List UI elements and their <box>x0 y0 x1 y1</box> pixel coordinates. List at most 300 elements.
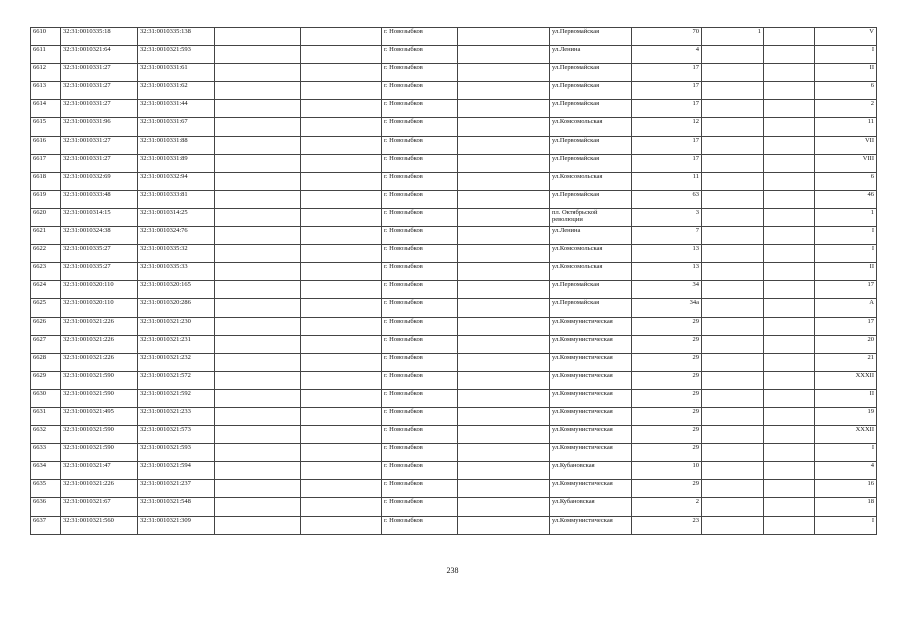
cell-locality: г. Новозыбков <box>382 190 458 208</box>
cell-object-cadastral-number: 32:31:0010321:572 <box>138 371 215 389</box>
cell-locality: г. Новозыбков <box>382 281 458 299</box>
cell-col-7 <box>458 245 550 263</box>
cell-row-number: 6624 <box>31 281 61 299</box>
cell-row-number: 6610 <box>31 28 61 46</box>
cell-row-number: 6623 <box>31 263 61 281</box>
table-row <box>31 245 877 263</box>
table-row <box>31 227 877 245</box>
cell-locality: г. Новозыбков <box>382 136 458 154</box>
cell-street: ул.Ленина <box>550 46 632 64</box>
cell-row-number: 6635 <box>31 480 61 498</box>
cell-object-cadastral-number: 32:31:0010324:76 <box>138 227 215 245</box>
cell-land-cadastral-number: 32:31:0010321:226 <box>61 317 138 335</box>
cell-col-11 <box>764 172 815 190</box>
table-row <box>31 407 877 425</box>
cell-apartment: 18 <box>815 498 877 516</box>
cell-col-7 <box>458 28 550 46</box>
cell-building <box>702 190 764 208</box>
cell-house-number: 13 <box>632 263 702 281</box>
cell-land-cadastral-number: 32:31:0010321:590 <box>61 371 138 389</box>
cell-row-number: 6626 <box>31 317 61 335</box>
cell-land-cadastral-number: 32:31:0010335:18 <box>61 28 138 46</box>
cell-house-number: 70 <box>632 28 702 46</box>
cell-object-cadastral-number: 32:31:0010321:593 <box>138 46 215 64</box>
cell-land-cadastral-number: 32:31:0010331:27 <box>61 64 138 82</box>
cell-col-7 <box>458 317 550 335</box>
cell-col-4 <box>215 28 301 46</box>
cell-house-number: 17 <box>632 136 702 154</box>
cell-col-11 <box>764 335 815 353</box>
cell-object-cadastral-number: 32:31:0010335:32 <box>138 245 215 263</box>
cell-col-7 <box>458 462 550 480</box>
cell-locality: г. Новозыбков <box>382 263 458 281</box>
cell-object-cadastral-number: 32:31:0010321:232 <box>138 353 215 371</box>
cell-street: ул.Коммунистическая <box>550 426 632 444</box>
cell-object-cadastral-number: 32:31:0010332:94 <box>138 172 215 190</box>
cell-locality: г. Новозыбков <box>382 64 458 82</box>
table-row <box>31 263 877 281</box>
cell-house-number: 29 <box>632 426 702 444</box>
cell-land-cadastral-number: 32:31:0010314:15 <box>61 208 138 226</box>
cell-col-4 <box>215 118 301 136</box>
cell-locality: г. Новозыбков <box>382 299 458 317</box>
cell-building <box>702 136 764 154</box>
cell-col-5 <box>301 462 382 480</box>
cell-col-4 <box>215 245 301 263</box>
cell-locality: г. Новозыбков <box>382 498 458 516</box>
cell-building <box>702 100 764 118</box>
cell-col-7 <box>458 190 550 208</box>
cell-col-7 <box>458 299 550 317</box>
cell-col-5 <box>301 263 382 281</box>
cell-col-5 <box>301 335 382 353</box>
cell-row-number: 6636 <box>31 498 61 516</box>
cell-col-7 <box>458 407 550 425</box>
cell-land-cadastral-number: 32:31:0010321:64 <box>61 46 138 64</box>
cell-col-5 <box>301 208 382 226</box>
cell-street: ул.Ленина <box>550 227 632 245</box>
cell-locality: г. Новозыбков <box>382 516 458 534</box>
cell-house-number: 29 <box>632 444 702 462</box>
cell-locality: г. Новозыбков <box>382 227 458 245</box>
cell-col-7 <box>458 498 550 516</box>
cell-locality: г. Новозыбков <box>382 28 458 46</box>
cell-col-7 <box>458 118 550 136</box>
cell-locality: г. Новозыбков <box>382 371 458 389</box>
cell-building <box>702 498 764 516</box>
cell-building <box>702 480 764 498</box>
cell-street: ул.Коммунистическая <box>550 444 632 462</box>
cell-row-number: 6633 <box>31 444 61 462</box>
cell-object-cadastral-number: 32:31:0010314:25 <box>138 208 215 226</box>
cell-col-11 <box>764 299 815 317</box>
table-row <box>31 100 877 118</box>
cell-col-5 <box>301 100 382 118</box>
cell-apartment: 1 <box>815 208 877 226</box>
cell-house-number: 13 <box>632 245 702 263</box>
cell-row-number: 6611 <box>31 46 61 64</box>
cell-col-7 <box>458 281 550 299</box>
cell-land-cadastral-number: 32:31:0010331:27 <box>61 100 138 118</box>
table-row <box>31 46 877 64</box>
cell-row-number: 6616 <box>31 136 61 154</box>
cell-land-cadastral-number: 32:31:0010321:226 <box>61 335 138 353</box>
cell-col-4 <box>215 263 301 281</box>
cell-col-11 <box>764 389 815 407</box>
cell-object-cadastral-number: 32:31:0010331:89 <box>138 154 215 172</box>
cell-land-cadastral-number: 32:31:0010321:590 <box>61 389 138 407</box>
cell-col-7 <box>458 353 550 371</box>
cell-land-cadastral-number: 32:31:0010321:590 <box>61 444 138 462</box>
cell-street: ул.Коммунистическая <box>550 389 632 407</box>
cell-col-5 <box>301 46 382 64</box>
cell-apartment: 19 <box>815 407 877 425</box>
cell-col-4 <box>215 444 301 462</box>
cell-street: ул.Коммунистическая <box>550 371 632 389</box>
table-row <box>31 516 877 534</box>
cell-col-5 <box>301 245 382 263</box>
cell-apartment: II <box>815 389 877 407</box>
cell-apartment: 20 <box>815 335 877 353</box>
cell-apartment: VII <box>815 136 877 154</box>
cell-col-11 <box>764 154 815 172</box>
cell-col-7 <box>458 263 550 281</box>
cell-land-cadastral-number: 32:31:0010321:560 <box>61 516 138 534</box>
cell-col-4 <box>215 46 301 64</box>
cell-house-number: 29 <box>632 371 702 389</box>
cell-apartment: 6 <box>815 82 877 100</box>
cell-col-11 <box>764 28 815 46</box>
table-row <box>31 498 877 516</box>
cell-house-number: 3 <box>632 208 702 226</box>
cell-col-4 <box>215 208 301 226</box>
cell-street: ул.Первомайская <box>550 299 632 317</box>
cell-col-11 <box>764 516 815 534</box>
cell-object-cadastral-number: 32:31:0010335:33 <box>138 263 215 281</box>
cell-object-cadastral-number: 32:31:0010321:594 <box>138 462 215 480</box>
cell-building: 1 <box>702 28 764 46</box>
cell-col-5 <box>301 82 382 100</box>
cell-col-11 <box>764 190 815 208</box>
cell-apartment: II <box>815 263 877 281</box>
cell-col-11 <box>764 498 815 516</box>
cell-house-number: 7 <box>632 227 702 245</box>
table-row <box>31 299 877 317</box>
cell-col-5 <box>301 444 382 462</box>
cell-col-5 <box>301 371 382 389</box>
cell-land-cadastral-number: 32:31:0010332:69 <box>61 172 138 190</box>
cell-col-5 <box>301 136 382 154</box>
cell-street: ул.Коммунистическая <box>550 407 632 425</box>
cell-street: ул.Коммунистическая <box>550 335 632 353</box>
cell-object-cadastral-number: 32:31:0010321:233 <box>138 407 215 425</box>
cell-row-number: 6622 <box>31 245 61 263</box>
cell-col-5 <box>301 64 382 82</box>
cell-locality: г. Новозыбков <box>382 100 458 118</box>
cell-row-number: 6614 <box>31 100 61 118</box>
table-row <box>31 335 877 353</box>
cell-col-7 <box>458 444 550 462</box>
cell-house-number: 11 <box>632 172 702 190</box>
cell-col-4 <box>215 516 301 534</box>
table-row <box>31 118 877 136</box>
cell-col-4 <box>215 82 301 100</box>
table-row <box>31 281 877 299</box>
cell-building <box>702 118 764 136</box>
cell-house-number: 63 <box>632 190 702 208</box>
cell-col-4 <box>215 353 301 371</box>
cell-locality: г. Новозыбков <box>382 335 458 353</box>
cell-col-4 <box>215 462 301 480</box>
cell-street: ул.Кубановская <box>550 498 632 516</box>
cell-col-7 <box>458 64 550 82</box>
cell-object-cadastral-number: 32:31:0010331:62 <box>138 82 215 100</box>
cell-object-cadastral-number: 32:31:0010331:61 <box>138 64 215 82</box>
cell-col-5 <box>301 426 382 444</box>
cell-col-7 <box>458 335 550 353</box>
cell-street: пл. Октябрьской революции <box>550 208 632 226</box>
cell-building <box>702 82 764 100</box>
cell-col-4 <box>215 281 301 299</box>
cell-object-cadastral-number: 32:31:0010321:592 <box>138 389 215 407</box>
cell-locality: г. Новозыбков <box>382 407 458 425</box>
cell-house-number: 4 <box>632 46 702 64</box>
cell-col-4 <box>215 190 301 208</box>
cell-building <box>702 462 764 480</box>
cell-building <box>702 46 764 64</box>
cell-object-cadastral-number: 32:31:0010321:237 <box>138 480 215 498</box>
cell-land-cadastral-number: 32:31:0010331:27 <box>61 154 138 172</box>
cell-building <box>702 516 764 534</box>
table-row <box>31 317 877 335</box>
cell-land-cadastral-number: 32:31:0010331:27 <box>61 136 138 154</box>
table-row <box>31 154 877 172</box>
cell-row-number: 6618 <box>31 172 61 190</box>
cell-building <box>702 64 764 82</box>
cell-col-5 <box>301 389 382 407</box>
cell-street: ул.Комсомольская <box>550 263 632 281</box>
cell-col-11 <box>764 444 815 462</box>
cell-land-cadastral-number: 32:31:0010333:48 <box>61 190 138 208</box>
cell-building <box>702 227 764 245</box>
cell-street: ул.Первомайская <box>550 82 632 100</box>
cell-building <box>702 353 764 371</box>
cell-col-7 <box>458 100 550 118</box>
table-row <box>31 136 877 154</box>
cell-locality: г. Новозыбков <box>382 389 458 407</box>
cell-col-11 <box>764 118 815 136</box>
cell-apartment: 17 <box>815 317 877 335</box>
cell-col-7 <box>458 154 550 172</box>
cell-row-number: 6620 <box>31 208 61 226</box>
table-row <box>31 28 877 46</box>
cell-land-cadastral-number: 32:31:0010335:27 <box>61 263 138 281</box>
cell-house-number: 29 <box>632 389 702 407</box>
cell-land-cadastral-number: 32:31:0010321:590 <box>61 426 138 444</box>
cell-land-cadastral-number: 32:31:0010324:38 <box>61 227 138 245</box>
cell-col-11 <box>764 208 815 226</box>
cell-col-5 <box>301 498 382 516</box>
cell-building <box>702 245 764 263</box>
cell-locality: г. Новозыбков <box>382 444 458 462</box>
cell-col-11 <box>764 426 815 444</box>
table-row <box>31 82 877 100</box>
table-row <box>31 371 877 389</box>
cell-building <box>702 263 764 281</box>
cell-house-number: 17 <box>632 154 702 172</box>
cell-apartment: I <box>815 444 877 462</box>
cell-col-5 <box>301 353 382 371</box>
cell-apartment: 21 <box>815 353 877 371</box>
cell-building <box>702 317 764 335</box>
cell-col-5 <box>301 227 382 245</box>
table-row <box>31 480 877 498</box>
cell-col-11 <box>764 281 815 299</box>
cell-street: ул.Коммунистическая <box>550 353 632 371</box>
cell-col-5 <box>301 407 382 425</box>
cell-building <box>702 281 764 299</box>
cell-building <box>702 407 764 425</box>
cell-house-number: 10 <box>632 462 702 480</box>
table-body <box>31 28 877 535</box>
cell-street: ул.Первомайская <box>550 136 632 154</box>
cell-row-number: 6634 <box>31 462 61 480</box>
cell-col-11 <box>764 100 815 118</box>
cell-land-cadastral-number: 32:31:0010321:226 <box>61 480 138 498</box>
page-number: 238 <box>446 566 459 575</box>
cell-col-5 <box>301 480 382 498</box>
table-row <box>31 172 877 190</box>
cell-col-7 <box>458 516 550 534</box>
cell-col-11 <box>764 46 815 64</box>
cell-street: ул.Кубановская <box>550 462 632 480</box>
cell-building <box>702 172 764 190</box>
cell-object-cadastral-number: 32:31:0010333:81 <box>138 190 215 208</box>
cell-col-11 <box>764 64 815 82</box>
cell-col-7 <box>458 208 550 226</box>
cell-street: ул.Комсомольская <box>550 118 632 136</box>
cell-land-cadastral-number: 32:31:0010321:67 <box>61 498 138 516</box>
cell-locality: г. Новозыбков <box>382 317 458 335</box>
cell-land-cadastral-number: 32:31:0010320:110 <box>61 299 138 317</box>
cell-house-number: 29 <box>632 480 702 498</box>
cell-house-number: 29 <box>632 317 702 335</box>
cell-apartment: I <box>815 245 877 263</box>
cell-building <box>702 299 764 317</box>
cell-locality: г. Новозыбков <box>382 82 458 100</box>
cell-locality: г. Новозыбков <box>382 426 458 444</box>
cell-col-11 <box>764 480 815 498</box>
cell-house-number: 17 <box>632 64 702 82</box>
cell-row-number: 6628 <box>31 353 61 371</box>
cell-locality: г. Новозыбков <box>382 208 458 226</box>
register-table <box>30 27 877 535</box>
cell-col-4 <box>215 371 301 389</box>
cell-col-7 <box>458 227 550 245</box>
cell-row-number: 6630 <box>31 389 61 407</box>
cell-col-5 <box>301 317 382 335</box>
cell-locality: г. Новозыбков <box>382 462 458 480</box>
cell-land-cadastral-number: 32:31:0010335:27 <box>61 245 138 263</box>
cell-col-7 <box>458 82 550 100</box>
cell-row-number: 6617 <box>31 154 61 172</box>
cell-apartment: I <box>815 516 877 534</box>
cell-street: ул.Первомайская <box>550 64 632 82</box>
cell-locality: г. Новозыбков <box>382 480 458 498</box>
cell-col-4 <box>215 299 301 317</box>
cell-apartment: А <box>815 299 877 317</box>
cell-col-11 <box>764 407 815 425</box>
cell-col-7 <box>458 389 550 407</box>
table-row <box>31 389 877 407</box>
cell-apartment: 46 <box>815 190 877 208</box>
cell-col-4 <box>215 136 301 154</box>
cell-building <box>702 154 764 172</box>
cell-col-7 <box>458 371 550 389</box>
cell-col-11 <box>764 263 815 281</box>
cell-land-cadastral-number: 32:31:0010321:226 <box>61 353 138 371</box>
cell-object-cadastral-number: 32:31:0010321:231 <box>138 335 215 353</box>
cell-street: ул.Комсомольская <box>550 172 632 190</box>
cell-row-number: 6627 <box>31 335 61 353</box>
cell-col-4 <box>215 100 301 118</box>
cell-col-5 <box>301 118 382 136</box>
cell-col-4 <box>215 335 301 353</box>
cell-house-number: 17 <box>632 100 702 118</box>
cell-locality: г. Новозыбков <box>382 353 458 371</box>
cell-object-cadastral-number: 32:31:0010335:138 <box>138 28 215 46</box>
cell-locality: г. Новозыбков <box>382 154 458 172</box>
cell-building <box>702 335 764 353</box>
cell-col-4 <box>215 407 301 425</box>
table-row <box>31 462 877 480</box>
cell-col-5 <box>301 172 382 190</box>
cell-street: ул.Комсомольская <box>550 245 632 263</box>
cell-row-number: 6637 <box>31 516 61 534</box>
cell-col-7 <box>458 426 550 444</box>
cell-apartment: XXXII <box>815 371 877 389</box>
cell-row-number: 6631 <box>31 407 61 425</box>
cell-row-number: 6621 <box>31 227 61 245</box>
cell-col-4 <box>215 498 301 516</box>
cell-object-cadastral-number: 32:31:0010331:67 <box>138 118 215 136</box>
cell-street: ул.Коммунистическая <box>550 317 632 335</box>
cell-building <box>702 426 764 444</box>
cell-building <box>702 208 764 226</box>
cell-locality: г. Новозыбков <box>382 46 458 64</box>
cell-land-cadastral-number: 32:31:0010320:110 <box>61 281 138 299</box>
cell-street: ул.Коммунистическая <box>550 480 632 498</box>
cell-col-4 <box>215 317 301 335</box>
cell-street: ул.Коммунистическая <box>550 516 632 534</box>
cell-house-number: 12 <box>632 118 702 136</box>
cell-house-number: 29 <box>632 407 702 425</box>
cell-house-number: 34 <box>632 281 702 299</box>
table-row <box>31 208 877 226</box>
cell-land-cadastral-number: 32:31:0010331:96 <box>61 118 138 136</box>
cell-col-11 <box>764 227 815 245</box>
cell-col-4 <box>215 154 301 172</box>
cell-object-cadastral-number: 32:31:0010321:309 <box>138 516 215 534</box>
cell-object-cadastral-number: 32:31:0010321:573 <box>138 426 215 444</box>
cell-col-4 <box>215 64 301 82</box>
cell-apartment: 6 <box>815 172 877 190</box>
cell-col-7 <box>458 172 550 190</box>
table-row <box>31 353 877 371</box>
cell-building <box>702 444 764 462</box>
cell-col-11 <box>764 82 815 100</box>
cell-col-4 <box>215 389 301 407</box>
